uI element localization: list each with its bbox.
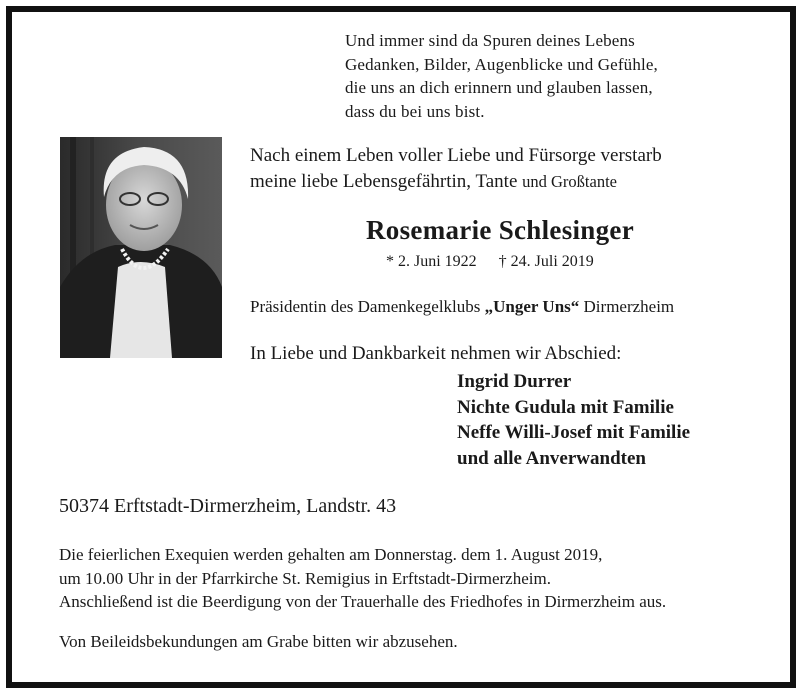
condolence-note: Von Beileidsbekundungen am Grabe bitten wir abzusehen. xyxy=(59,632,458,651)
life-dates xyxy=(386,253,594,271)
intro-line-2 xyxy=(250,169,662,195)
service-line: um 10.00 Uhr in der Pfarrkirche St. Remigius in Erftstadt-Dirmerzheim. xyxy=(59,568,551,588)
club-prefix: Präsidentin des Damenkegelklubs xyxy=(250,297,485,316)
deceased-name: Rosemarie Schlesinger xyxy=(366,215,634,245)
mourner-name: Neffe Willi-Josef mit Familie xyxy=(457,422,691,443)
poem xyxy=(345,29,658,123)
mourner-name: Nichte Gudula mit Familie xyxy=(457,396,674,418)
poem-line: dass du bei uns bist. xyxy=(345,101,485,121)
portrait-image xyxy=(60,137,222,358)
mourners-list xyxy=(457,369,690,471)
intro-line-1: Nach einem Leben voller Liebe und Fürsorge verstarb xyxy=(250,145,662,166)
intro-line-2-small: und Großtante xyxy=(522,172,617,191)
service-info xyxy=(59,543,666,614)
poem-line: die uns an dich erinnern und glauben lassen, xyxy=(345,78,653,97)
service-line: Die feierlichen Exequien werden gehalten am Donnerstag. dem 1. August 2019, xyxy=(59,545,603,564)
address: 50374 Erftstadt-Dirmerzheim, Landstr. 43 xyxy=(59,495,397,517)
death-date: † 24. Juli 2019 xyxy=(498,253,594,270)
birth-date: * 2. Juni 1922 xyxy=(386,253,477,270)
mourner-name: und alle Anverwandten xyxy=(457,447,646,469)
intro-line-2-main: meine liebe Lebensgefährtin, Tante xyxy=(250,171,523,192)
farewell-line: In Liebe und Dankbarkeit nehmen wir Abschied: xyxy=(250,343,622,364)
poem-line: Gedanken, Bilder, Augenblicke und Gefühle, xyxy=(345,54,658,74)
poem-line: Und immer sind da Spuren deines Lebens xyxy=(345,31,635,50)
intro-text xyxy=(250,143,662,195)
club-name: „Unger Uns“ xyxy=(484,297,580,316)
service-line: Anschließend ist die Beerdigung von der Trauerhalle des Friedhofes in Dirmerzheim aus. xyxy=(59,592,667,611)
club-suffix: Dirmerzheim xyxy=(579,297,675,316)
portrait-photo xyxy=(60,137,222,358)
mourner-name: Ingrid Durrer xyxy=(457,371,572,392)
club-line xyxy=(250,297,674,317)
